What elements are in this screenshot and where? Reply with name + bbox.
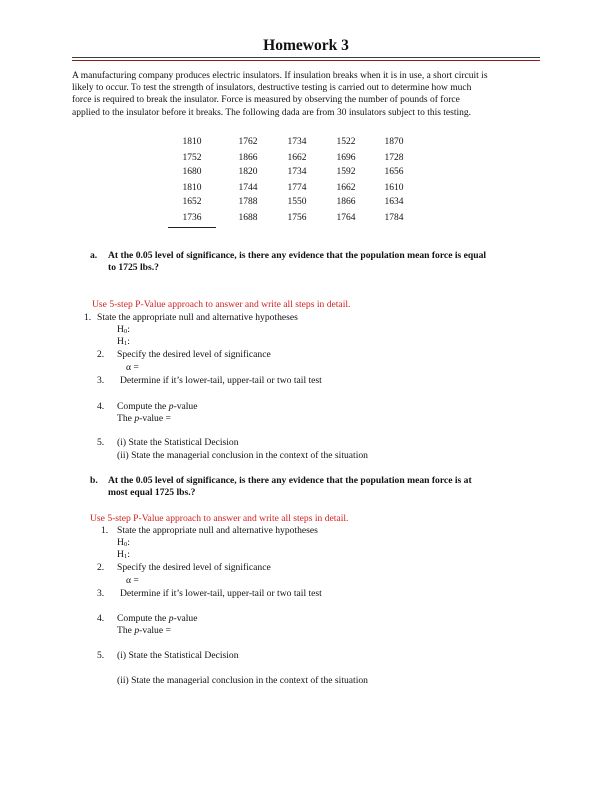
step-b2-text: Specify the desired level of significance (117, 562, 271, 573)
step-a4-number: 4. (97, 401, 105, 412)
table-cell: 1634 (384, 197, 404, 207)
s4-post: -value (173, 401, 198, 412)
h0-colon: : (127, 537, 130, 548)
table-cell: 1652 (182, 197, 202, 207)
step-b5-number: 5. (97, 650, 105, 661)
step-b3-number: 3. (97, 588, 105, 599)
table-cell: 1688 (238, 213, 258, 223)
h0-colon: : (127, 324, 130, 335)
step-b4-number: 4. (97, 613, 105, 624)
step-a1-h1 (117, 336, 130, 348)
table-cell: 1810 (182, 137, 202, 147)
h1-letter: H (117, 336, 124, 347)
question-a-line1: At the 0.05 level of significance, is there any evidence that the population mean force is equal (108, 250, 487, 261)
table-cell: 1810 (182, 183, 202, 193)
instruction-b: Use 5-step P-Value approach to answer and write all steps in detail. (90, 513, 349, 524)
table-cell: 1866 (336, 197, 356, 207)
step-a3-text: Determine if it’s lower-tail, upper-tail or two tail test (120, 375, 322, 386)
h0-sub: 0 (123, 328, 128, 335)
step-a5-conclusion: (ii) State the managerial conclusion in the context of the situation (117, 450, 368, 461)
table-cell: 1752 (182, 153, 202, 163)
title-accent-rule (72, 60, 540, 61)
h0-sub: 0 (123, 541, 128, 548)
s4b-pre: The (117, 625, 135, 636)
step-b2-alpha: α = (126, 575, 139, 586)
step-b2-number: 2. (97, 562, 105, 573)
s4b-italic: p (134, 625, 140, 636)
table-cell: 1788 (238, 197, 258, 207)
step-b3-text: Determine if it’s lower-tail, upper-tail or two tail test (120, 588, 322, 599)
table-underline (168, 227, 216, 228)
step-a5-number: 5. (97, 437, 105, 448)
table-cell: 1696 (336, 153, 356, 163)
s4b-pre: The (117, 413, 135, 424)
h1-colon: : (127, 336, 130, 347)
page-title: Homework 3 (263, 37, 349, 54)
table-cell: 1866 (238, 153, 258, 163)
h1-sub: 1 (123, 553, 128, 560)
table-cell: 1662 (287, 153, 307, 163)
table-cell: 1522 (336, 137, 356, 147)
table-cell: 1656 (384, 167, 404, 177)
step-a1-number: 1. (84, 312, 92, 323)
table-cell: 1736 (182, 213, 202, 223)
table-cell: 1680 (182, 167, 202, 177)
h0-letter: H (117, 324, 124, 335)
s4-pre: Compute the (117, 401, 169, 412)
table-cell: 1764 (336, 213, 356, 223)
step-b5-conclusion: (ii) State the managerial conclusion in the context of the situation (117, 675, 368, 686)
table-cell: 1734 (287, 137, 307, 147)
table-cell: 1744 (238, 183, 258, 193)
h1-sub: 1 (123, 340, 128, 347)
problem-intro (72, 70, 544, 119)
intro-line: A manufacturing company produces electric insulators. If insulation breaks when it is in use, a short circuit is (72, 71, 488, 81)
table-cell: 1774 (287, 183, 307, 193)
step-b1-h1 (117, 549, 130, 561)
table-cell: 1734 (287, 167, 307, 177)
s4-italic: p (168, 613, 174, 624)
step-b4-pvalue (117, 625, 171, 637)
step-a1-text: State the appropriate null and alternative hypotheses (97, 312, 298, 323)
step-a4-pvalue (117, 413, 171, 425)
s4b-italic: p (134, 413, 140, 424)
step-a4-text (117, 401, 197, 413)
step-b1-h0 (117, 537, 130, 549)
table-cell: 1820 (238, 167, 258, 177)
intro-line: likely to occur. To test the strength of insulators, destructive testing is carried out to determine how much (72, 83, 472, 94)
table-cell: 1762 (238, 137, 258, 147)
table-cell: 1662 (336, 183, 356, 193)
intro-line: applied to the insulator before it breaks. The following dada are from 30 insulators subject to this testing. (72, 107, 471, 118)
h1-colon: : (127, 549, 130, 560)
step-a2-text: Specify the desired level of significance (117, 349, 271, 360)
intro-line: force is required to break the insulator. Force is measured by observing the number of pounds of force (72, 95, 460, 106)
s4-post: -value (173, 613, 198, 624)
h1-letter: H (117, 549, 124, 560)
step-a5-decision: (i) State the Statistical Decision (117, 437, 239, 448)
table-cell: 1550 (287, 197, 307, 207)
table-cell: 1784 (384, 213, 404, 223)
instruction-a: Use 5-step P-Value approach to answer and write all steps in detail. (92, 299, 351, 310)
step-b1-text: State the appropriate null and alternative hypotheses (117, 525, 318, 536)
step-b4-text (117, 613, 197, 625)
data-table (0, 136, 612, 226)
step-b1-number: 1. (101, 525, 109, 536)
question-b-label: b. (90, 475, 98, 486)
step-b5-decision: (i) State the Statistical Decision (117, 650, 239, 661)
question-a-label: a. (90, 250, 98, 261)
table-cell: 1728 (384, 153, 404, 163)
question-b-line2: most equal 1725 lbs.? (108, 487, 196, 499)
question-b-line1: At the 0.05 level of significance, is there any evidence that the population mean force is at (108, 475, 472, 486)
s4b-post: -value = (139, 625, 171, 636)
s4b-post: -value = (139, 413, 171, 424)
h0-letter: H (117, 537, 124, 548)
step-a3-number: 3. (97, 375, 105, 386)
step-a2-number: 2. (97, 349, 105, 360)
step-a1-h0 (117, 324, 130, 336)
s4-italic: p (168, 401, 174, 412)
table-cell: 1610 (384, 183, 404, 193)
step-a2-alpha: α = (126, 362, 139, 373)
s4-pre: Compute the (117, 613, 169, 624)
table-cell: 1592 (336, 167, 356, 177)
table-cell: 1870 (384, 137, 404, 147)
table-cell: 1756 (287, 213, 307, 223)
question-a-line2: to 1725 lbs.? (108, 262, 159, 274)
title-rule (72, 57, 540, 58)
